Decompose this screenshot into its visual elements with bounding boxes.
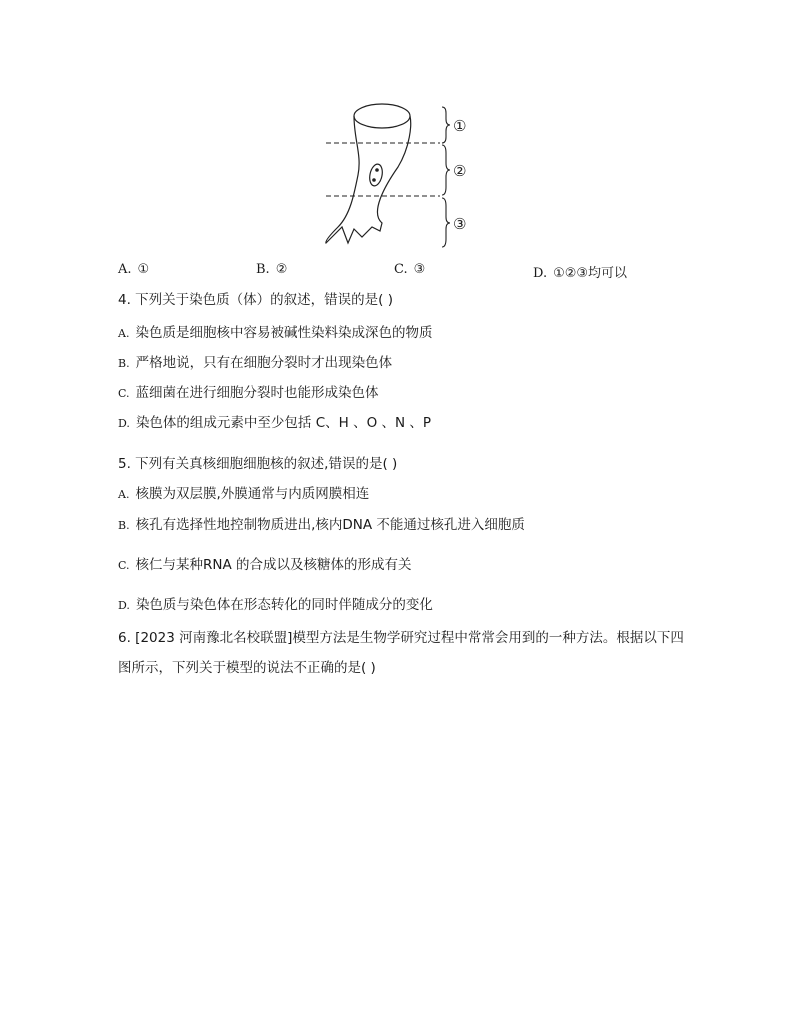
label-1: ① [453,117,467,135]
q3-option-a[interactable]: A. ① [118,262,150,277]
q4-stem: 4. 下列关于染色质（体）的叙述，错误的是( ) [118,292,393,308]
brace-2 [442,145,450,195]
cell-outline [326,116,411,243]
brace-3 [442,198,450,247]
cell-diagram [320,95,480,255]
q4-option-d[interactable]: D. 染色体的组成元素中至少包括 C、H 、O 、N 、P [118,415,432,431]
q5-option-d[interactable]: D. 染色质与染色体在形态转化的同时伴随成分的变化 [118,597,433,613]
q5-stem: 5. 下列有关真核细胞细胞核的叙述,错误的是( ) [118,456,398,472]
q6-stem-line1: 6. [2023 河南豫北名校联盟]模型方法是生物学研究过程中常常会用到的一种方法。根据以下四 [118,630,684,646]
brace-1 [442,107,450,143]
q5-option-a[interactable]: A. 核膜为双层膜,外膜通常与内质网膜相连 [118,486,370,502]
label-3: ③ [453,215,467,233]
q4-option-c[interactable]: C. 蓝细菌在进行细胞分裂时也能形成染色体 [118,385,379,401]
q4-option-b[interactable]: B. 严格地说，只有在细胞分裂时才出现染色体 [118,355,393,371]
q3-option-b[interactable]: B. ② [256,262,288,277]
q3-option-c[interactable]: C. ③ [394,262,426,277]
q4-option-a[interactable]: A. 染色质是细胞核中容易被碱性染料染成深色的物质 [118,325,433,341]
q5-option-c[interactable]: C. 核仁与某种RNA 的合成以及核糖体的形成有关 [118,557,412,573]
q3-option-d[interactable]: D. ①②③均可以 [533,266,628,281]
q6-stem-line2: 图所示，下列关于模型的说法不正确的是( ) [118,660,376,676]
label-2: ② [453,162,467,180]
q5-option-b[interactable]: B. 核孔有选择性地控制物质进出,核内DNA 不能通过核孔进入细胞质 [118,517,525,533]
cap-ellipse [354,104,410,128]
nucleus [368,163,384,187]
